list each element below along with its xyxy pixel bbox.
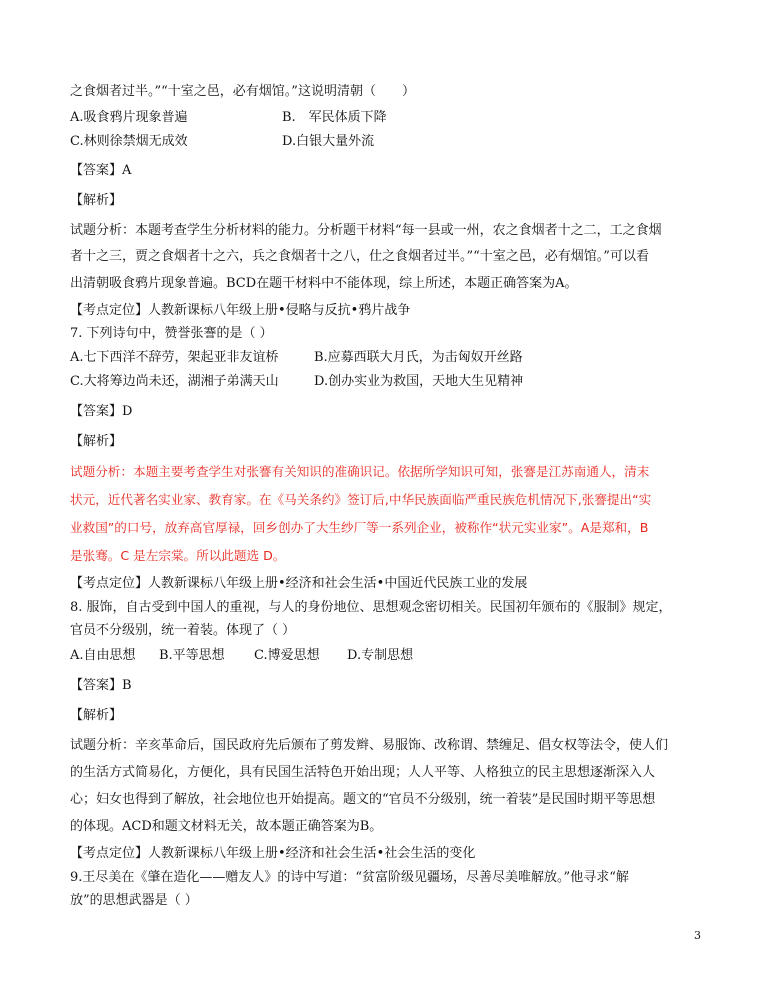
q7-option-b: B.应募西联大月氏，为击匈奴开丝路 — [314, 350, 523, 365]
q8-answer: 【答案】B — [70, 678, 132, 693]
q7-option-a: A.七下西洋不辞劳，架起亚非友谊桥 — [70, 350, 279, 365]
q7-analysis-label: 【解析】 — [70, 434, 123, 449]
q6-analysis-label: 【解析】 — [70, 193, 123, 208]
q7-analysis-line: 业救国”的口号，放弃高官厚禄，回乡创办了大生纱厂等一系列企业，被称作“状元实业家”。A是郑和，B — [70, 520, 649, 535]
q8-option-c: C.博爱思想 — [254, 648, 320, 663]
q6-option-b: B. 军民体质下降 — [282, 110, 387, 125]
q7-knowledge-point: 【考点定位】人教新课标八年级上册•经济和社会生活•中国近代民族工业的发展 — [70, 576, 528, 591]
q8-option-a: A.自由思想 — [70, 648, 136, 663]
q6-knowledge-point: 【考点定位】人教新课标八年级上册•侵略与反抗•鸦片战争 — [70, 303, 411, 318]
q6-analysis-line: 出清朝吸食鸦片现象普遍。BCD在题干材料中不能体现，综上所述，本题正确答案为A。 — [70, 276, 578, 291]
q6-analysis-line: 试题分析：本题考查学生分析材料的能力。分析题干材料“每一县或一州，农之食烟者十之二，工之食烟 — [70, 223, 662, 238]
q8-stem-line: 8. 服饰，自古受到中国人的重视，与人的身份地位、思想观念密切相关。民国初年颁布的《服制》规定， — [70, 600, 672, 615]
q8-analysis-line: 心；妇女也得到了解放，社会地位也开始提高。题文的“官员不分级别，统一着装”是民国时期平等思想 — [70, 792, 656, 807]
q7-analysis-line: 状元，近代著名实业家、教育家。在《马关条约》签订后,中华民族面临严重民族危机情况下,张謇提出“实 — [70, 492, 652, 507]
q7-analysis-line: 试题分析：本题主要考查学生对张謇有关知识的准确识记。依据所学知识可知，张謇是江苏南通人，清末 — [70, 464, 650, 479]
q7-stem: 7. 下列诗句中，赞誉张謇的是（ ） — [70, 326, 273, 341]
q7-option-d: D.创办实业为救国，天地大生见精神 — [314, 374, 524, 389]
q8-option-d: D.专制思想 — [347, 648, 414, 663]
page-number: 3 — [694, 929, 701, 942]
q8-analysis-label: 【解析】 — [70, 708, 123, 723]
q8-knowledge-point: 【考点定位】人教新课标八年级上册•经济和社会生活•社会生活的变化 — [70, 846, 476, 861]
q8-analysis-line: 的生活方式简易化，方便化，具有民国生活特色开始出现；人人平等、人格独立的民主思想逐渐深入人 — [70, 765, 656, 780]
q6-option-a: A.吸食鸦片现象普遍 — [70, 110, 188, 125]
q8-analysis-line: 的体现。ACD和题文材料无关，故本题正确答案为B。 — [70, 819, 383, 834]
q7-option-c: C.大将筹边尚未还，湖湘子弟满天山 — [70, 374, 279, 389]
q6-option-d: D.白银大量外流 — [282, 134, 375, 149]
q8-option-b: B.平等思想 — [159, 648, 225, 663]
q9-stem-line: 放”的思想武器是（ ） — [70, 893, 198, 908]
q7-analysis-line: 是张骞。C 是左宗棠。所以此题选 D。 — [70, 548, 286, 563]
q7-answer: 【答案】D — [70, 404, 133, 419]
q8-stem-line: 官员不分级别，统一着装。体现了（ ） — [70, 623, 296, 638]
q6-option-c: C.林则徐禁烟无成效 — [70, 134, 188, 149]
q8-analysis-line: 试题分析：辛亥革命后，国民政府先后颁布了剪发辫、易服饰、改称谓、禁缠足、倡女权等法令，使人们 — [70, 738, 669, 753]
q9-stem-line: 9.王尽美在《肇在造化——赠友人》的诗中写道：“贫富阶级见疆场，尽善尽美唯解放。”他寻求“解 — [70, 870, 629, 885]
q6-stem-tail: 之食烟者过半。”“十室之邑，必有烟馆。”这说明清朝（ ） — [70, 84, 415, 99]
q6-answer: 【答案】A — [70, 163, 132, 178]
q6-analysis-line: 者十之三，贾之食烟者十之六，兵之食烟者十之八，仕之食烟者过半。”“十室之邑，必有烟馆。”可以看 — [70, 249, 649, 264]
